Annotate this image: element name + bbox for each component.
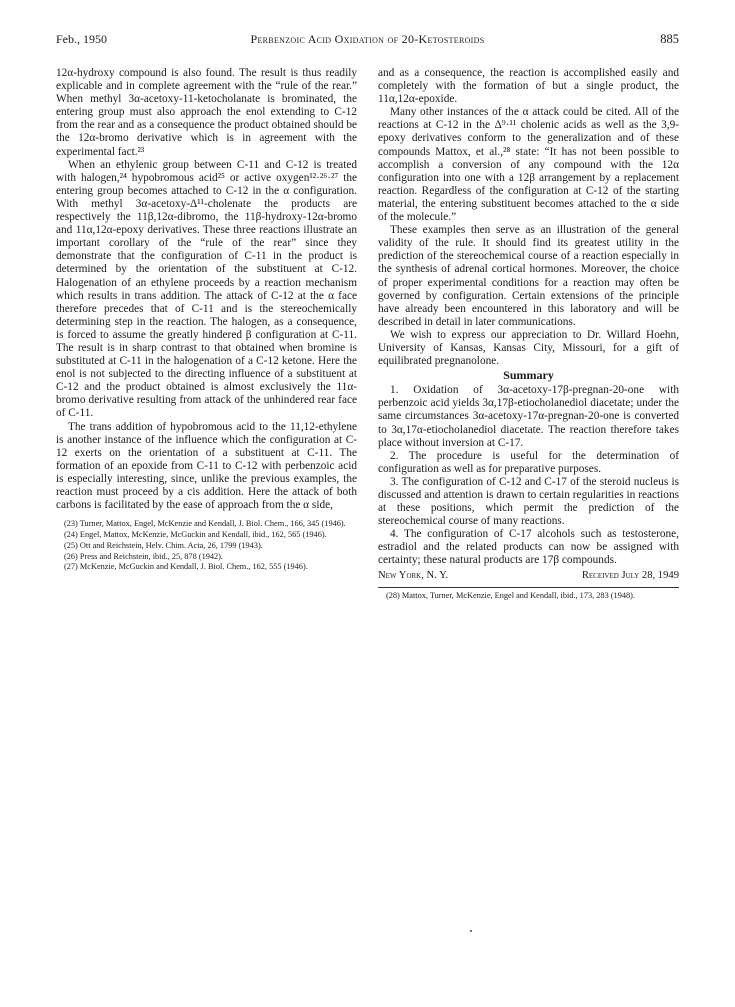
issue-date: Feb., 1950 bbox=[56, 32, 107, 46]
body-paragraph: We wish to express our appreciation to Dr. Willard Hoehn, University of Kansas, Kansas City, Missouri, for a gift of equilibrated pregnanolone. bbox=[378, 328, 679, 368]
body-paragraph: These examples then serve as an illustration of the general validity of the rule. It should find its greatest utility in the prediction of the stereochemical course of a reaction especially in the synthesis of adrenal cortical hormones. Moreover, the choice of proper experimental conditions for a reaction may often be governed by configuration. Certain extensions of the principle have already been encountered in this laboratory and will be described in detail in later communications. bbox=[378, 224, 679, 328]
body-paragraph: The trans addition of hypobromous acid to the 11,12-ethylene is another instance of the influence which the configuration at C-12 exerts on the orientation of a substituent at C-11. The formation of an epoxide from C-11 to C-12 with perbenzoic acid is especially interesting, since, unlike the previous examples, the reaction must proceed by a cis addition. Here the attack of both carbons is facilitated by the ease of approach from the α side, bbox=[56, 420, 357, 512]
footnote: (26) Press and Reichstein, ibid., 25, 878 (1942). bbox=[64, 551, 224, 561]
summary-item: 4. The configuration of C-17 alcohols such as testosterone, estradiol and the related products can now be assigned with certainty; these natural products are 17β compounds. bbox=[378, 528, 679, 567]
signoff-location: New York, N. Y. bbox=[378, 569, 449, 581]
footnote: (25) Ott and Reichstein, Helv. Chim. Acta, 26, 1799 (1943). bbox=[64, 540, 263, 550]
summary-item: 2. The procedure is useful for the determination of configuration as well as for preparative purposes. bbox=[378, 449, 679, 475]
body-paragraph: When an ethylenic group between C-11 and C-12 is treated with halogen,²⁴ hypobromous acid²⁵ or active oxygen¹²·²⁶·²⁷ the entering group becomes attached to C-12 in the α configuration. With methyl 3α-acetoxy-Δ¹¹-cholenate the products are respectively the 11β,12α-dibromo, the 11β-hydroxy-12α-bromo and 11α,12α-epoxy derivatives. These three reactions illustrate an important corollary of the “rule of the rear” since they demonstrate that the configuration of C-11 in the product is determined by the orientation of the substituent at C-12. Halogenation of an ethylene proceeds by a reaction mechanism which results in trans addition. The attack of C-12 at the α face therefore precedes that of C-11 and is the stereochemically determining step in the reaction. The halogen, as a consequence, is forced to assume the greatly hindered β configuration at C-11. The result is in sharp contrast to that obtained when bromine is substituted at C-11 in the halogenation of a C-12 ketone. Here the enol is not subjected to the directing influence of a substituent at C-12 and the product obtained is almost exclusively the 11α-bromo derivative resulting from attack of the unhindered rear face of C-11. bbox=[56, 158, 357, 420]
signoff bbox=[378, 569, 679, 582]
footnote: (28) Mattox, Turner, McKenzie, Engel and Kendall, ibid., 173, 283 (1948). bbox=[386, 590, 635, 600]
received-date: Received July 28, 1949 bbox=[581, 569, 679, 581]
footnote-divider bbox=[378, 587, 679, 588]
running-header bbox=[56, 32, 679, 52]
footnotes bbox=[56, 519, 357, 573]
summary-heading: Summary bbox=[503, 368, 554, 383]
page-number: 885 bbox=[660, 32, 679, 46]
footnote: (23) Turner, Mattox, Engel, McKenzie and Kendall, J. Biol. Chem., 166, 345 (1946). bbox=[64, 519, 346, 529]
footnote: (24) Engel, Mattox, McKenzie, McGuckin and Kendall, ibid., 162, 565 (1946). bbox=[64, 529, 327, 539]
body-paragraph: and as a consequence, the reaction is accomplished easily and completely with the formation of but a single product, the 11α,12α-epoxide. bbox=[378, 67, 679, 106]
summary-item: 3. The configuration of C-12 and C-17 of the steroid nucleus is discussed and attention is drawn to certain regularities in reactions at these positions, which permit the prediction of the stereochemical course of many reactions. bbox=[378, 475, 679, 528]
right-column bbox=[378, 67, 679, 601]
running-title: Perbenzoic Acid Oxidation of 20-Ketosteroids bbox=[250, 32, 485, 46]
body-paragraph: Many other instances of the α attack could be cited. All of the reactions at C-12 in the Δ⁹·¹¹ cholenic acids as well as the 3,9-epoxy derivatives conform to the generalization and of these compounds Mattox, et al.,²⁸ state: “It has not been possible to accomplish a conversion of any compound with the 12α configuration into one with a 12β arrangement by a replacement reaction. Regardless of the configuration at C-12 of the starting material, the entering substituent becomes attached to the α side of the molecule.” bbox=[378, 106, 679, 224]
left-column bbox=[56, 67, 357, 573]
page-speck bbox=[470, 930, 472, 932]
body-paragraph: 12α-hydroxy compound is also found. The result is thus readily explicable and in complete agreement with the “rule of the rear.” When methyl 3α-acetoxy-11-ketocholanate is brominated, the entering group must also approach the enol extending to C-12 from the rear and as a consequence the product obtained should be the 12α-bromo derivative which is in agreement with the experimental fact.²³ bbox=[56, 67, 357, 158]
summary-item: 1. Oxidation of 3α-acetoxy-17β-pregnan-20-one with perbenzoic acid yields 3α,17β-etiocholanediol diacetate; under the same circumstances 3α-acetoxy-17α-pregnan-20-one is converted to 3α,17α-etiocholanediol diacetate. The reaction therefore takes place without inversion at C-17. bbox=[378, 384, 679, 449]
footnote: (27) McKenzie, McGuckin and Kendall, J. Biol. Chem., 162, 555 (1946). bbox=[64, 562, 308, 572]
footnotes bbox=[378, 591, 679, 602]
